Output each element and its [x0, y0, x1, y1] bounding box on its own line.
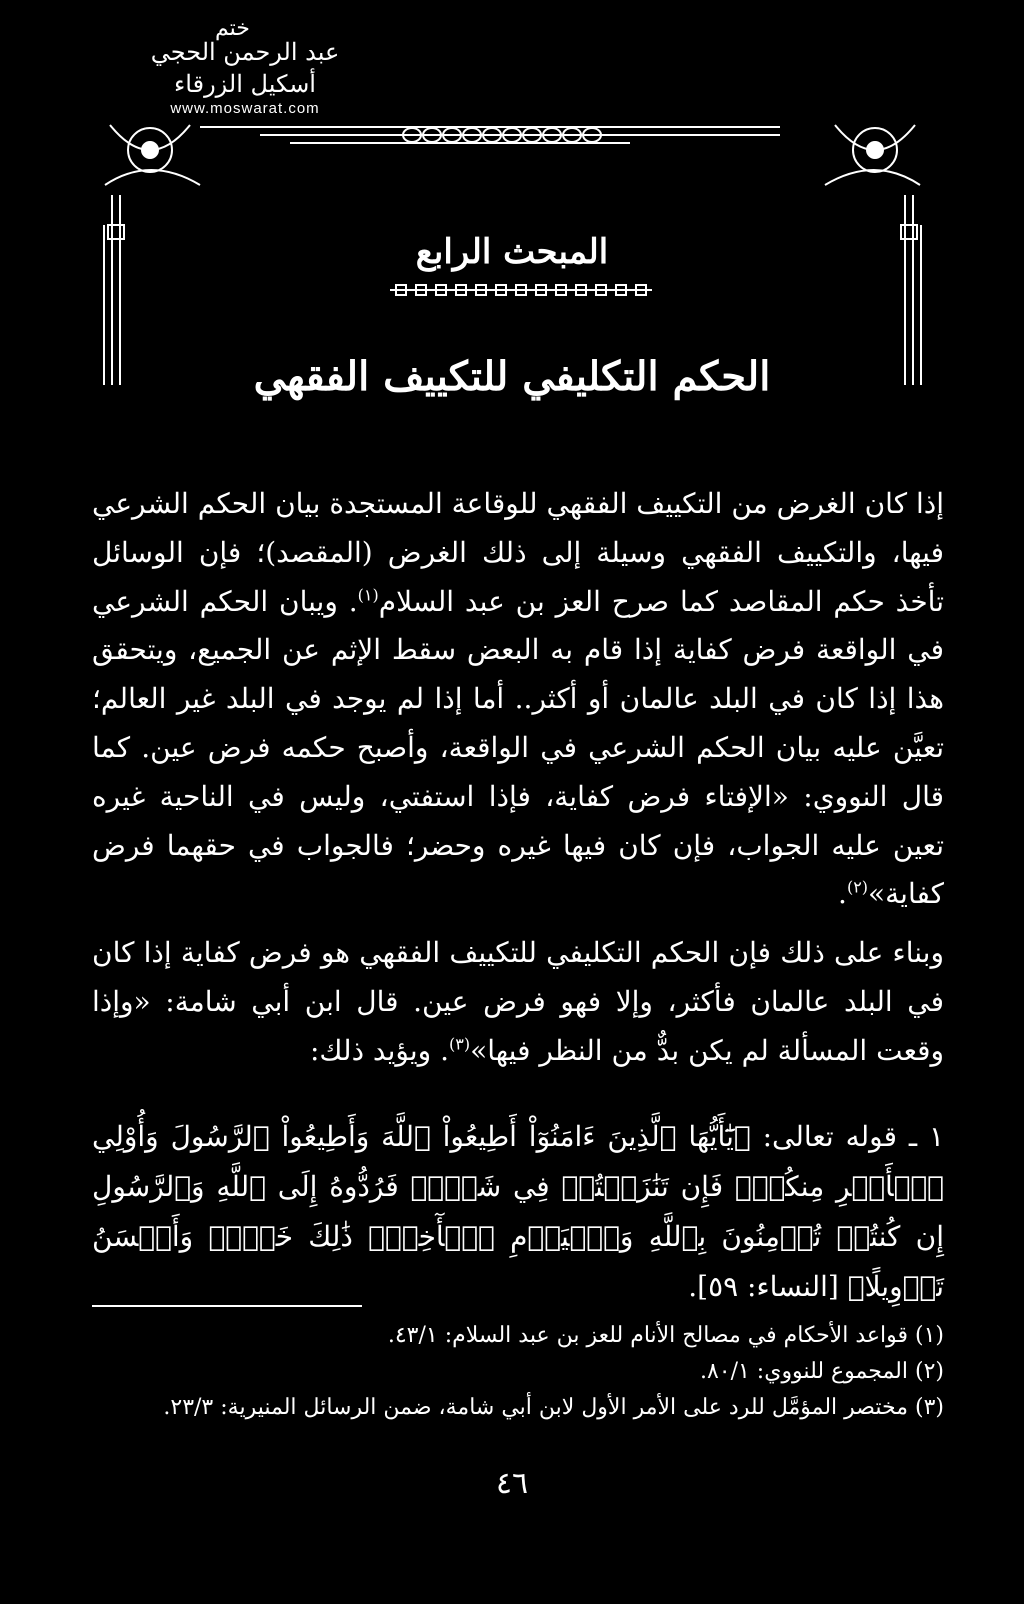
logo-mark: ﺧﺘﻢ	[215, 16, 250, 41]
footnote-1: (١) قواعد الأحكام في مصالح الأنام للعز بن عبد السلام: ٤٣/١.	[387, 1323, 944, 1348]
footnote-divider	[92, 1305, 362, 1307]
logo-line-1: عبد الرحمن الحجي	[150, 38, 340, 66]
section-title: الحكم التكليفي للتكييف الفقهي	[253, 353, 771, 400]
paragraph-1-part-a: إذا كان الغرض من التكييف الفقهي للوقاعة المستجدة بيان الحكم الشرعي فيها، والتكييف الفقهي وسيلة إلى ذلك الغرض (المقصد)؛ فإن الوسائل تأخذ حكم المقاصد كما صرح العز بن عبد السلام	[92, 487, 944, 618]
body-text	[92, 480, 944, 1076]
paragraph-2	[92, 929, 944, 1075]
footnotes	[92, 1318, 944, 1426]
page-number: ٤٦	[495, 1466, 529, 1501]
footnote-ref-3: (٣)	[449, 1034, 471, 1054]
quran-reference: [النساء: ٥٩].	[688, 1270, 839, 1303]
footnote-ref-1: (١)	[357, 585, 379, 605]
paragraph-1-end: .	[838, 877, 847, 911]
paragraph-2-part-a: وبناء على ذلك فإن الحكم التكليفي للتكييف الفقهي هو فرض كفاية إذا كان في البلد عالمان فأكثر، وإلا فهو فرض عين. قال ابن أبي شامة: «وإذا وقعت المسألة لم يكن بدٌّ من النظر فيها»	[92, 936, 944, 1067]
logo-url: www.moswarat.com	[170, 100, 320, 117]
footnote-ref-2: (٢)	[846, 878, 869, 898]
quran-verse: ﴿يَٰٓأَيُّهَا ٱلَّذِينَ ءَامَنُوٓاْ أَطِيعُواْ ٱللَّهَ وَأَطِيعُواْ ٱلرَّسُولَ وَأُوْلِي ٱلۡأَمۡرِ مِنكُمۡۖ فَإِن تَنَٰزَعۡتُمۡ فِي شَيۡءٖ فَرُدُّوهُ إِلَى ٱللَّهِ وَٱلرَّسُولِ إِن كُنتُمۡ تُؤۡمِنُونَ بِٱللَّهِ وَٱلۡيَوۡمِ ٱلۡأٓخِرِۚ ذَٰلِكَ خَيۡرٞ وَأَحۡسَنُ تَأۡوِيلًا﴾	[92, 1120, 944, 1303]
chapter-title: المبحث الرابع	[415, 232, 609, 272]
quran-intro: ١ ـ قوله تعالى:	[762, 1120, 945, 1153]
paragraph-2-part-b: . ويؤيد ذلك:	[310, 1033, 450, 1067]
quran-verse-block	[92, 1112, 944, 1312]
paragraph-1	[92, 480, 944, 919]
chapter-divider	[390, 282, 652, 298]
logo-line-2: أسكيل الزرقاء	[174, 70, 316, 98]
footnote-3: (٣) مختصر المؤمَّل للرد على الأمر الأول لابن أبي شامة، ضمن الرسائل المنيرية: ٢٣/٣.	[163, 1395, 944, 1420]
footnote-2: (٢) المجموع للنووي: ٨٠/١.	[699, 1359, 944, 1384]
paragraph-1-part-b: . ويبان الحكم الشرعي في الواقعة فرض كفاية إذا قام به البعض سقط الإثم عن الجميع، ويتحقق هذا إذا كان في البلد عالمان أو أكثر.. أما إذا لم يوجد في البلد غير العالم؛ تعيَّن عليه بيان الحكم الشرعي في الواقعة، وأصبح حكمه فرض عين. كما قال النووي: «الإفتاء فرض كفاية، فإذا استفتي، وليس في الناحية غيره تعين عليه الجواب، فإن كان فيها غيره وحضر؛ فالجواب في حقهما فرض كفاية»	[92, 584, 944, 911]
publisher-logo	[0, 0, 1024, 120]
